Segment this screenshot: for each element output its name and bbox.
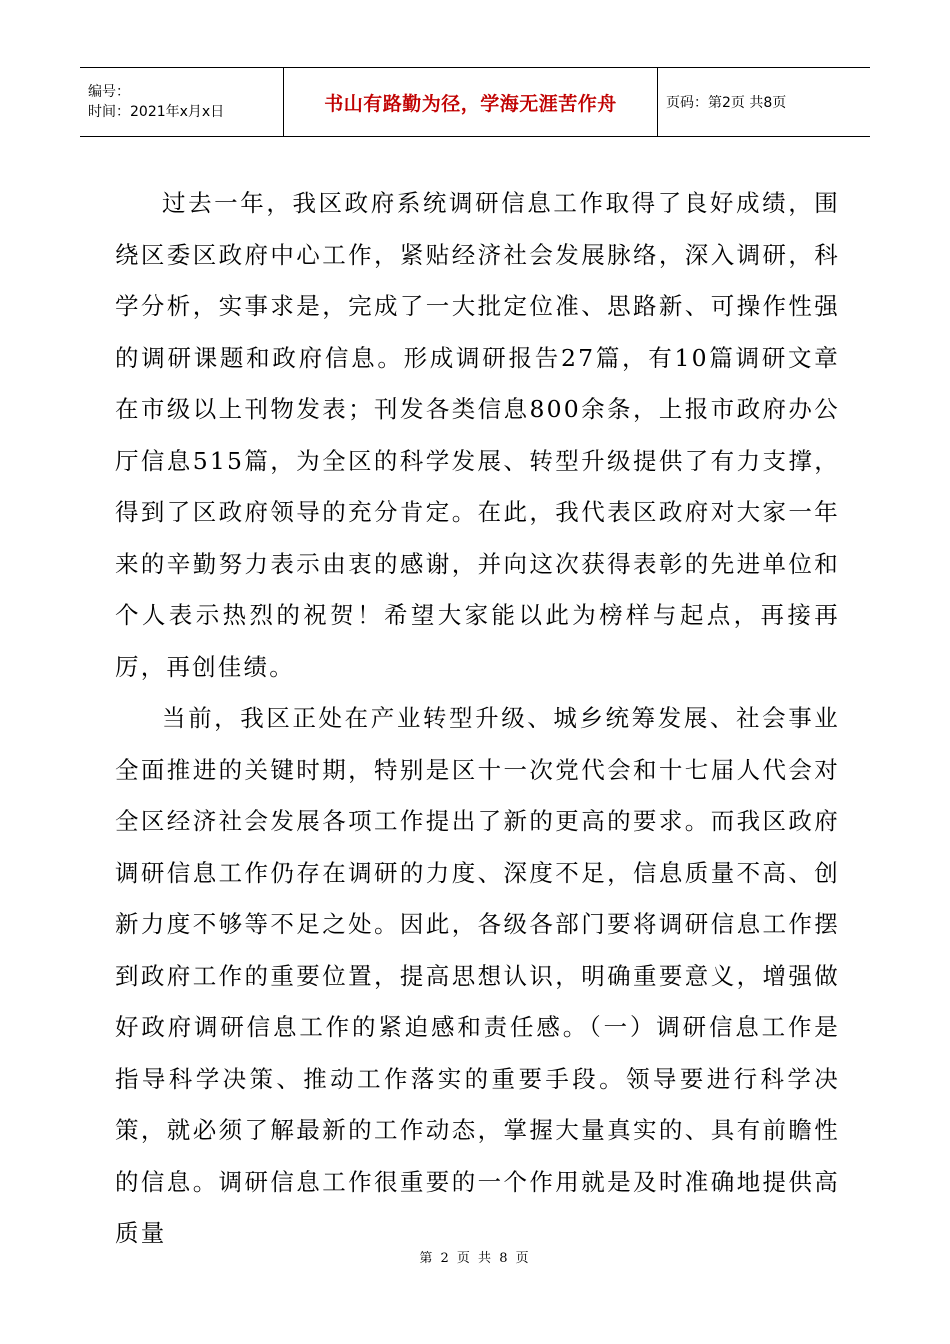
document-number-label: 编号： bbox=[88, 84, 130, 100]
header-meta bbox=[80, 68, 284, 136]
page-footer: 第 2 页 共 8 页 bbox=[419, 1251, 531, 1266]
document-time-label: 时间：2021年x月x日 bbox=[88, 104, 225, 120]
header-motto-cell bbox=[284, 68, 658, 136]
body-paragraph: 当前，我区正处在产业转型升级、城乡统筹发展、社会事业全面推进的关键时期，特别是区十一次党代会和十七届人代会对全区经济社会发展各项工作提出了新的更高的要求。而我区政府调研信息工作仍存在调研的力度、深度不足，信息质量不高、创新力度不够等不足之处。因此，各级各部门要将调研信息工作摆到政府工作的重要位置，提高思想认识，明确重要意义，增强做好政府调研信息工作的紧迫感和责任感。（一）调研信息工作是指导科学决策、推动工作落实的重要手段。领导要进行科学决策，就必须了解最新的工作动态，掌握大量真实的、具有前瞻性的信息。调研信息工作很重要的一个作用就是及时准确地提供高质量 bbox=[115, 704, 840, 1247]
header-page-info: 页码：第2页 共8页 bbox=[666, 95, 787, 111]
body-paragraph: 过去一年，我区政府系统调研信息工作取得了良好成绩，围绕区委区政府中心工作，紧贴经济社会发展脉络，深入调研，科学分析，实事求是，完成了一大批定位准、思路新、可操作性强的调研课题和政府信息。形成调研报告27篇，有10篇调研文章在市级以上刊物发表；刊发各类信息800余条，上报市政府办公厅信息515篇，为全区的科学发展、转型升级提供了有力支撑，得到了区政府领导的充分肯定。在此，我代表区政府对大家一年来的辛勤努力表示由衷的感谢，并向这次获得表彰的先进单位和个人表示热烈的祝贺！希望大家能以此为榜样与起点，再接再厉，再创佳绩。 bbox=[115, 189, 840, 681]
document-header bbox=[80, 67, 870, 137]
header-motto: 书山有路勤为径，学海无涯苦作舟 bbox=[324, 92, 617, 115]
document-body bbox=[115, 178, 840, 1260]
